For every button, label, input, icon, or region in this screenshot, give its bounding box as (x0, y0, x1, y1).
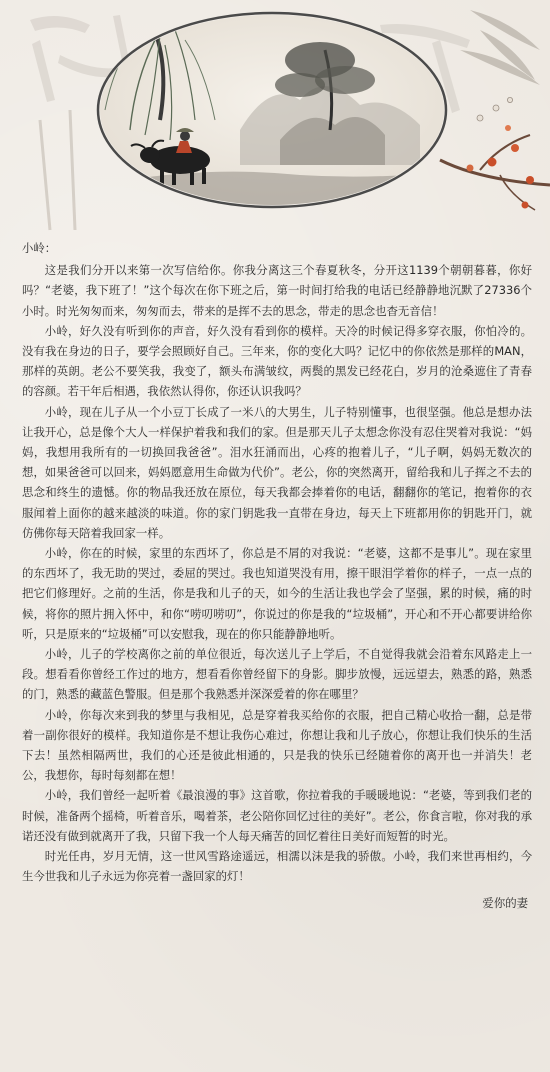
paragraph: 时光任冉，岁月无情，这一世风雪路途遥远，相濡以沫是我的骄傲。小岭，我们来世再相约，今生今世我和儿子永远为你亮着一盏回家的灯！ (22, 849, 532, 884)
letter-body (22, 238, 532, 924)
bamboo-stalk (40, 110, 75, 230)
signature: 爱你的妻 (482, 895, 528, 910)
paragraph: 小岭，儿子的学校离你之前的单位很近，每次送儿子上学后，不自觉得我就会沿着东风路走上一段。想看看你曾经工作过的地方，想看看你曾经留下的身影。脚步放慢，远远望去，熟悉的路，熟悉的门，熟悉的藏蓝色警服。但是那个我熟悉并深深爱着的你在哪里？ (22, 647, 532, 702)
paragraph: 小岭，你每次来到我的梦里与我相见，总是穿着我买给你的衣服，把自己精心收拾一翻，总是带着一副你很好的模样。我知道你是不想让我伤心难过，你想让我和儿子放心，你想让我们快乐的生活下去！虽然相隔两世，我们的心还是彼此相通的，只是我的快乐已经随着你的离开也一并消失！老公，我想你，每时每刻都在想！ (22, 707, 532, 783)
salutation: 小岭： (22, 241, 57, 255)
paragraph: 小岭，我们曾经一起听着《最浪漫的事》这首歌，你拉着我的手暖暖地说：“老婆，等到我们老的时候，准备两个摇椅，听着音乐，喝着茶，老公陪你回忆过往的美好”。老公，你食言啦，你对我的承诺还没有做到就离开了我，只留下我一个人每天痛苦的回忆着往日美好而短暂的时光。 (22, 788, 532, 843)
paragraph: 这是我们分开以来第一次写信给你。你我分离这三个春夏秋冬，分开这1139个朝朝暮暮，你好吗？“老婆，我下班了！”这个每次在你下班之后，第一时间打给我的电话已经静静地沉默了27336个小时。时光匆匆而来，匆匆而去，带来的是挥不去的思念，带走的思念也杳无音信！ (22, 263, 532, 318)
plum-blossom-branch (440, 97, 550, 210)
bamboo-leaves (460, 10, 540, 85)
paragraph: 小岭，现在儿子从一个小豆丁长成了一米八的大男生，儿子特别懂事，也很坚强。他总是想办法让我开心，总是像个大人一样保护着我和我们的家。但是那天儿子太想念你没有忍住哭着对我说：“妈妈，我想用我所有的一切换回我爸爸”。泪水狂涌而出，心疼的抱着儿子，“儿子啊，妈妈无数次的想，如果爸爸可以回来，妈妈愿意用生命做为代价”。老公，你的突然离开，留给我和儿子挥之不去的思念和终生的遗憾。你的物品我还放在原位，每天我都会捧着你的电话，翻翻你的笔记，抱着你的衣服闻着上面你的越来越淡的味道。你的家门钥匙我一直带在身边，每天上下班都用你的钥匙开门，就仿佛你每天陪着我回家一样。 (22, 404, 532, 540)
paragraph: 小岭，好久没有听到你的声音，好久没有看到你的模样。天冷的时候记得多穿衣服，你怕冷的。没有我在身边的日子，要学会照顾好自己。三年来，你的变化大吗？记忆中的你依然是那样的MAN，那样的英朗。老公不要笑我，我变了，额头布满皱纹，两鬓的黑发已经花白，岁月的沧桑遮住了青春的容颜。若干年后相遇，我依然认得你，你还认识我吗？ (22, 323, 532, 399)
paragraph: 小岭，你在的时候，家里的东西坏了，你总是不屑的对我说：“老婆，这都不是事儿”。现在家里的东西坏了，我无助的哭过，委屈的哭过。我也知道哭没有用，擦干眼泪学着你的样子，一点一点的把它们修理好。之前的生活，你是我和儿子的天，如今的生活让我也学会了坚强，累的时候，痛的时候，将你的照片拥入怀中，和你“唠叨唠叨”，你说过的你是我的“垃圾桶”，开心和不开心都要讲给你听，只是原来的“垃圾桶”可以安慰我，现在的你只能静静地听。 (22, 546, 532, 641)
ink-painting-header (0, 0, 550, 235)
ink-landscape (90, 10, 460, 210)
